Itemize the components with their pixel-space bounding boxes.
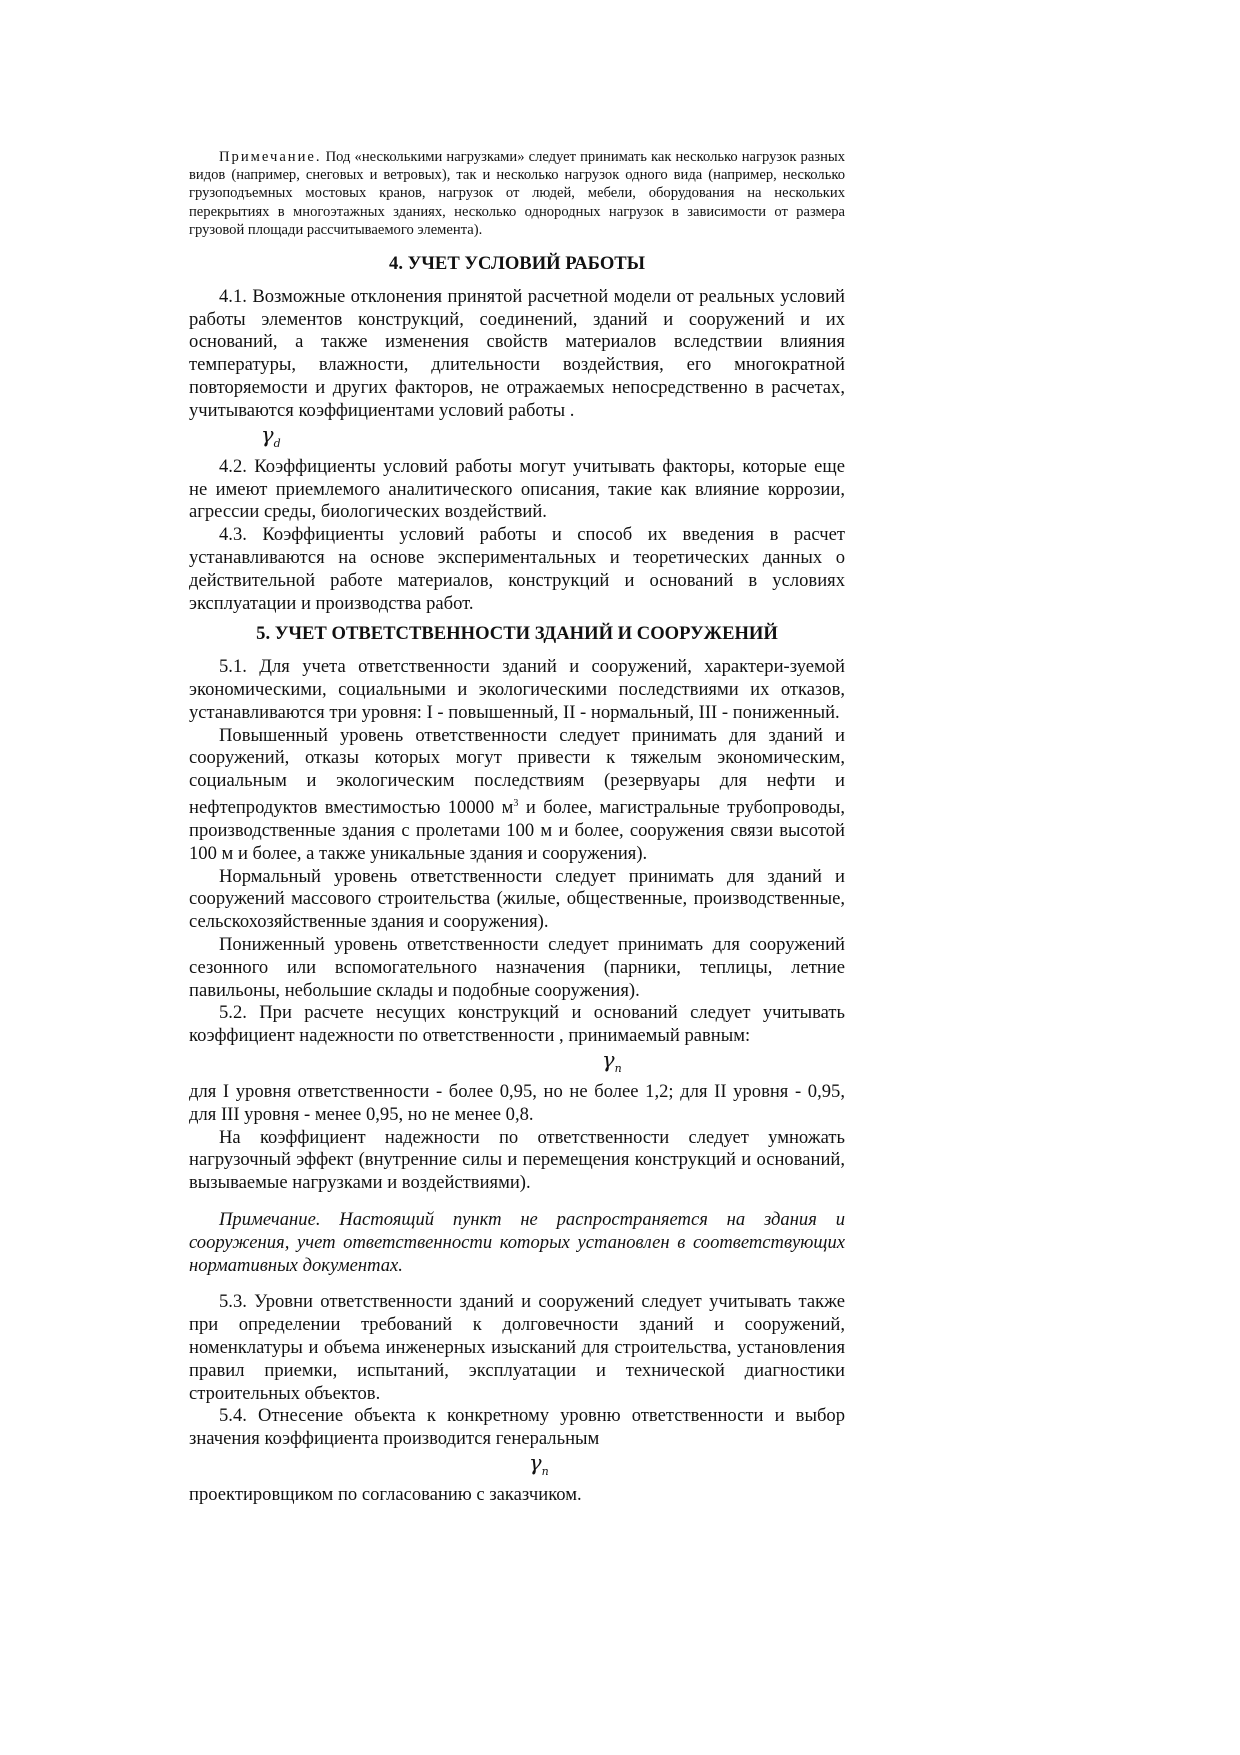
section5-title: 5. УЧЕТ ОТВЕТСТВЕННОСТИ ЗДАНИЙ И СООРУЖЕНИЙ <box>256 623 778 645</box>
section5-p6: для I уровня ответственности - более 0,95, но не более 1,2; для II уровня - 0,95, для III уровня - менее 0,95, но не менее 0,8. <box>189 1081 845 1125</box>
section4-title: 4. УЧЕТ УСЛОВИЙ РАБОТЫ <box>389 253 645 275</box>
note-top-head: Примечание. <box>219 149 322 165</box>
section5-p10: проектировщиком по согласованию с заказчиком. <box>189 1484 582 1506</box>
section5-p4: Пониженный уровень ответственности следует принимать для сооружений сезонного или вспомогательного назначения (парники, теплицы, летние павильоны, небольшие склады и подобные сооружения). <box>189 933 845 1001</box>
section5-p7: На коэффициент надежности по ответственности следует умножать нагрузочный эффект (внутренние силы и перемещения конструкций и оснований, вызываемые нагрузками и воздействиями). <box>189 1126 845 1194</box>
section4-p2: 4.2. Коэффициенты условий работы могут учитывать факторы, которые еще не имеют приемлемого аналитического описания, такие как влияние коррозии, агрессии среды, биологических воздействий. <box>189 455 845 523</box>
section5-p3: Нормальный уровень ответственности следует принимать для зданий и сооружений массового строительства (жилые, общественные, производственные, сельскохозяйственные здания и сооружения). <box>189 865 845 933</box>
note-top <box>189 148 845 239</box>
section5-p2: Повышенный уровень ответственности следует принимать для зданий и сооружений, отказы которых могут привести к тяжелым экономическим, социальным и экологическим последствиям (резервуары для нефти и нефтепродуктов вместимостью 10000 $м^3$ и более, магистральные трубопроводы, производственные здания с пролетами 100 м и более, сооружения связи высотой 100 м и более, а также уникальные здания и сооружения). <box>189 724 845 864</box>
gamma-d-symbol: $\gamma_d$ <box>261 422 281 450</box>
document-page <box>189 148 845 1507</box>
section4-p1: 4.1. Возможные отклонения принятой расчетной модели от реальных условий работы элементов конструкций, соединений, зданий и сооружений и их оснований, а также изменения свойств материалов вследствии влияния температуры, влажности, длительности воздействия, его многократной повторяемости и других факторов, не отражаемых непосредственно в расчетах, учитываются коэффициентами условий работы . <box>189 285 845 421</box>
section5-p1: 5.1. Для учета ответственности зданий и сооружений, характери-зуемой экономическими, социальными и экологическими последствиями их отказов, устанавливаются три уровня: I - повышенный, II - нормальный, III - пониженный. <box>189 656 845 723</box>
gamma-n-symbol-2: $\gamma_n$ <box>529 1451 549 1479</box>
gamma-n-symbol: $\gamma_n$ <box>602 1047 622 1076</box>
section5-note: Примечание. Настоящий пункт не распространяется на здания и сооружения, учет ответственности которых установлен в соответствующих нормативных документах. <box>189 1209 845 1276</box>
section5-p5: 5.2. При расчете несущих конструкций и оснований следует учитывать коэффициент надежности по ответственности , принимаемый равным: <box>189 1002 845 1047</box>
section4-p3: 4.3. Коэффициенты условий работы и способ их введения в расчет устанавливаются на основе экспериментальных и теоретических данных о действительной работе материалов, конструкций и оснований в условиях эксплуатации и производства работ. <box>189 524 845 614</box>
section5-p8: 5.3. Уровни ответственности зданий и сооружений следует учитывать также при определении требований к долговечности зданий и сооружений, номенклатуры и объема инженерных изысканий для строительства, установления правил приемки, испытаний, эксплуатации и технической диагностики строительных объектов. <box>189 1291 845 1404</box>
section5-p9: 5.4. Отнесение объекта к конкретному уровню ответственности и выбор значения коэффициента производится генеральным <box>189 1405 845 1450</box>
note-top-text: Под «несколькими нагрузками» следует принимать как несколько нагрузок разных видов (например, снеговых и ветровых), так и несколько нагрузок одного вида (например, несколько грузоподъемных мостовых кранов, нагрузок от людей, мебели, оборудования на нескольких перекрытиях в многоэтажных зданиях, несколько однородных нагрузок в зависимости от размера грузовой площади рассчитываемого элемента). <box>189 149 845 238</box>
